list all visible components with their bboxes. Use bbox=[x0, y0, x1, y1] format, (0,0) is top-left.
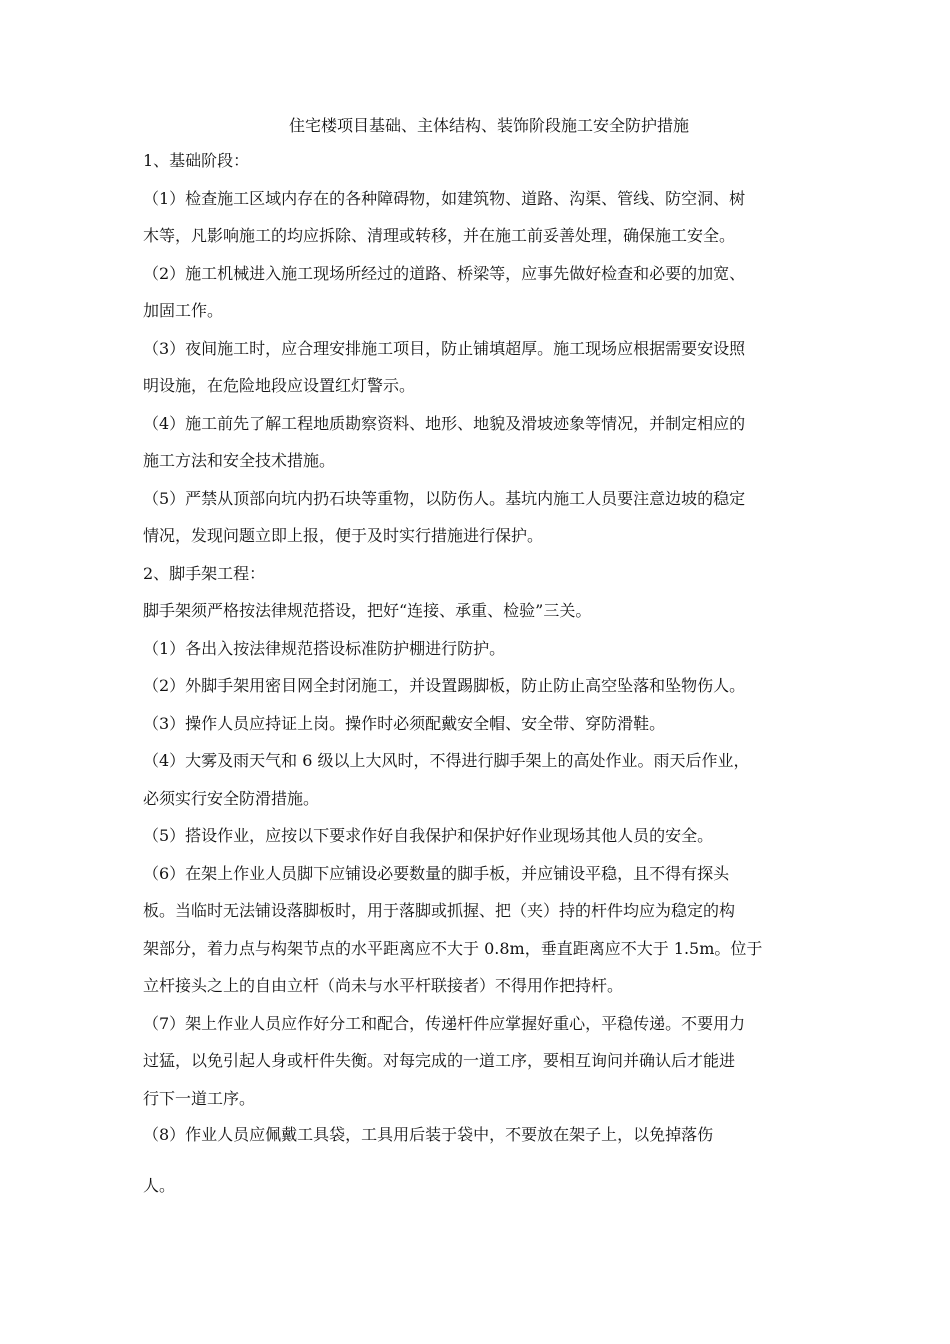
section2-item-8 bbox=[143, 1117, 823, 1203]
text-line: （3）操作人员应持证上岗。操作时必须配戴安全帽、安全带、穿防滑鞋。 bbox=[143, 713, 666, 733]
document-title: 住宅楼项目基础、主体结构、装饰阶段施工安全防护措施 bbox=[288, 116, 689, 135]
section2-item-1 bbox=[143, 630, 823, 668]
text-line: （5）严禁从顶部向坑内扔石块等重物，以防伤人。基坑内施工人员要注意边坡的稳定 bbox=[143, 488, 746, 508]
text-line: （5）搭设作业，应按以下要求作好自我保护和保护好作业现场其他人员的安全。 bbox=[143, 826, 714, 845]
text-line: 必须实行安全防滑措施。 bbox=[143, 788, 320, 808]
text-line: 加固工作。 bbox=[143, 301, 224, 320]
section1-item-4 bbox=[143, 405, 823, 480]
section1-item-3 bbox=[143, 330, 823, 405]
text-line: （7）架上作业人员应作好分工和配合，传递杆件应掌握好重心，平稳传递。不要用力 bbox=[143, 1013, 746, 1033]
section1-item-1 bbox=[143, 180, 823, 255]
section2-item-7 bbox=[143, 1005, 823, 1118]
text-line: （8）作业人员应佩戴工具袋，工具用后装于袋中，不要放在架子上，以免掉落伤 bbox=[143, 1125, 714, 1144]
text-line: 施工方法和安全技术措施。 bbox=[143, 451, 336, 470]
text-line: （1）各出入按法律规范搭设标准防护棚进行防护。 bbox=[143, 638, 506, 658]
section1-item-2 bbox=[143, 255, 823, 330]
text-line: 过猛，以免引起人身或杆件失衡。对每完成的一道工序，要相互询问并确认后才能进 bbox=[143, 1051, 736, 1070]
section2-intro: 脚手架须严格按法律规范搭设，把好“连接、承重、检验”三关。 bbox=[143, 601, 592, 620]
text-line: 行下一道工序。 bbox=[143, 1088, 256, 1108]
text-line: 立杆接头之上的自由立杆（尚未与水平杆联接者）不得用作把持杆。 bbox=[143, 976, 624, 995]
section2-item-5 bbox=[143, 817, 823, 855]
text-line: （4）施工前先了解工程地质勘察资料、地形、地貌及滑坡迹象等情况，并制定相应的 bbox=[143, 413, 746, 433]
section2-item-4 bbox=[143, 742, 823, 817]
text-line: （4）大雾及雨天气和 6 级以上大风时，不得进行脚手架上的高处作业。雨天后作业， bbox=[143, 751, 750, 770]
section2-item-3 bbox=[143, 705, 823, 743]
text-line: 明设施，在危险地段应设置红灯警示。 bbox=[143, 376, 416, 395]
section2-item-2 bbox=[143, 667, 823, 705]
section2-item-6 bbox=[143, 855, 823, 1005]
text-line: 人。 bbox=[143, 1176, 176, 1195]
text-line: （3）夜间施工时，应合理安排施工项目，防止铺填超厚。施工现场应根据需要安设照 bbox=[143, 338, 746, 358]
text-line: （6）在架上作业人员脚下应铺设必要数量的脚手板，并应铺设平稳，且不得有探头 bbox=[143, 863, 730, 883]
text-line: 情况，发现问题立即上报，便于及时实行措施进行保护。 bbox=[143, 526, 544, 545]
text-line: （2）外脚手架用密目网全封闭施工，并设置踢脚板，防止防止高空坠落和坠物伤人。 bbox=[143, 676, 746, 695]
section2-heading: 2、脚手架工程： bbox=[143, 563, 266, 583]
text-line: （1）检查施工区域内存在的各种障碍物，如建筑物、道路、沟渠、管线、防空洞、树 bbox=[143, 188, 746, 208]
document-page bbox=[143, 112, 823, 1203]
section1-item-5 bbox=[143, 480, 823, 555]
section1-heading: 1、基础阶段： bbox=[143, 151, 250, 170]
text-line: 木等，凡影响施工的均应拆除、清理或转移，并在施工前妥善处理，确保施工安全。 bbox=[143, 226, 736, 245]
text-line: 架部分，着力点与构架节点的水平距离应不大于 0.8m，垂直距离应不大于 1.5m。位于 bbox=[143, 938, 763, 958]
text-line: 板。当临时无法铺设落脚板时，用于落脚或抓握、把（夹）持的杆件均应为稳定的构 bbox=[143, 901, 736, 920]
text-line: （2）施工机械进入施工现场所经过的道路、桥梁等，应事先做好检查和必要的加宽、 bbox=[143, 263, 746, 283]
